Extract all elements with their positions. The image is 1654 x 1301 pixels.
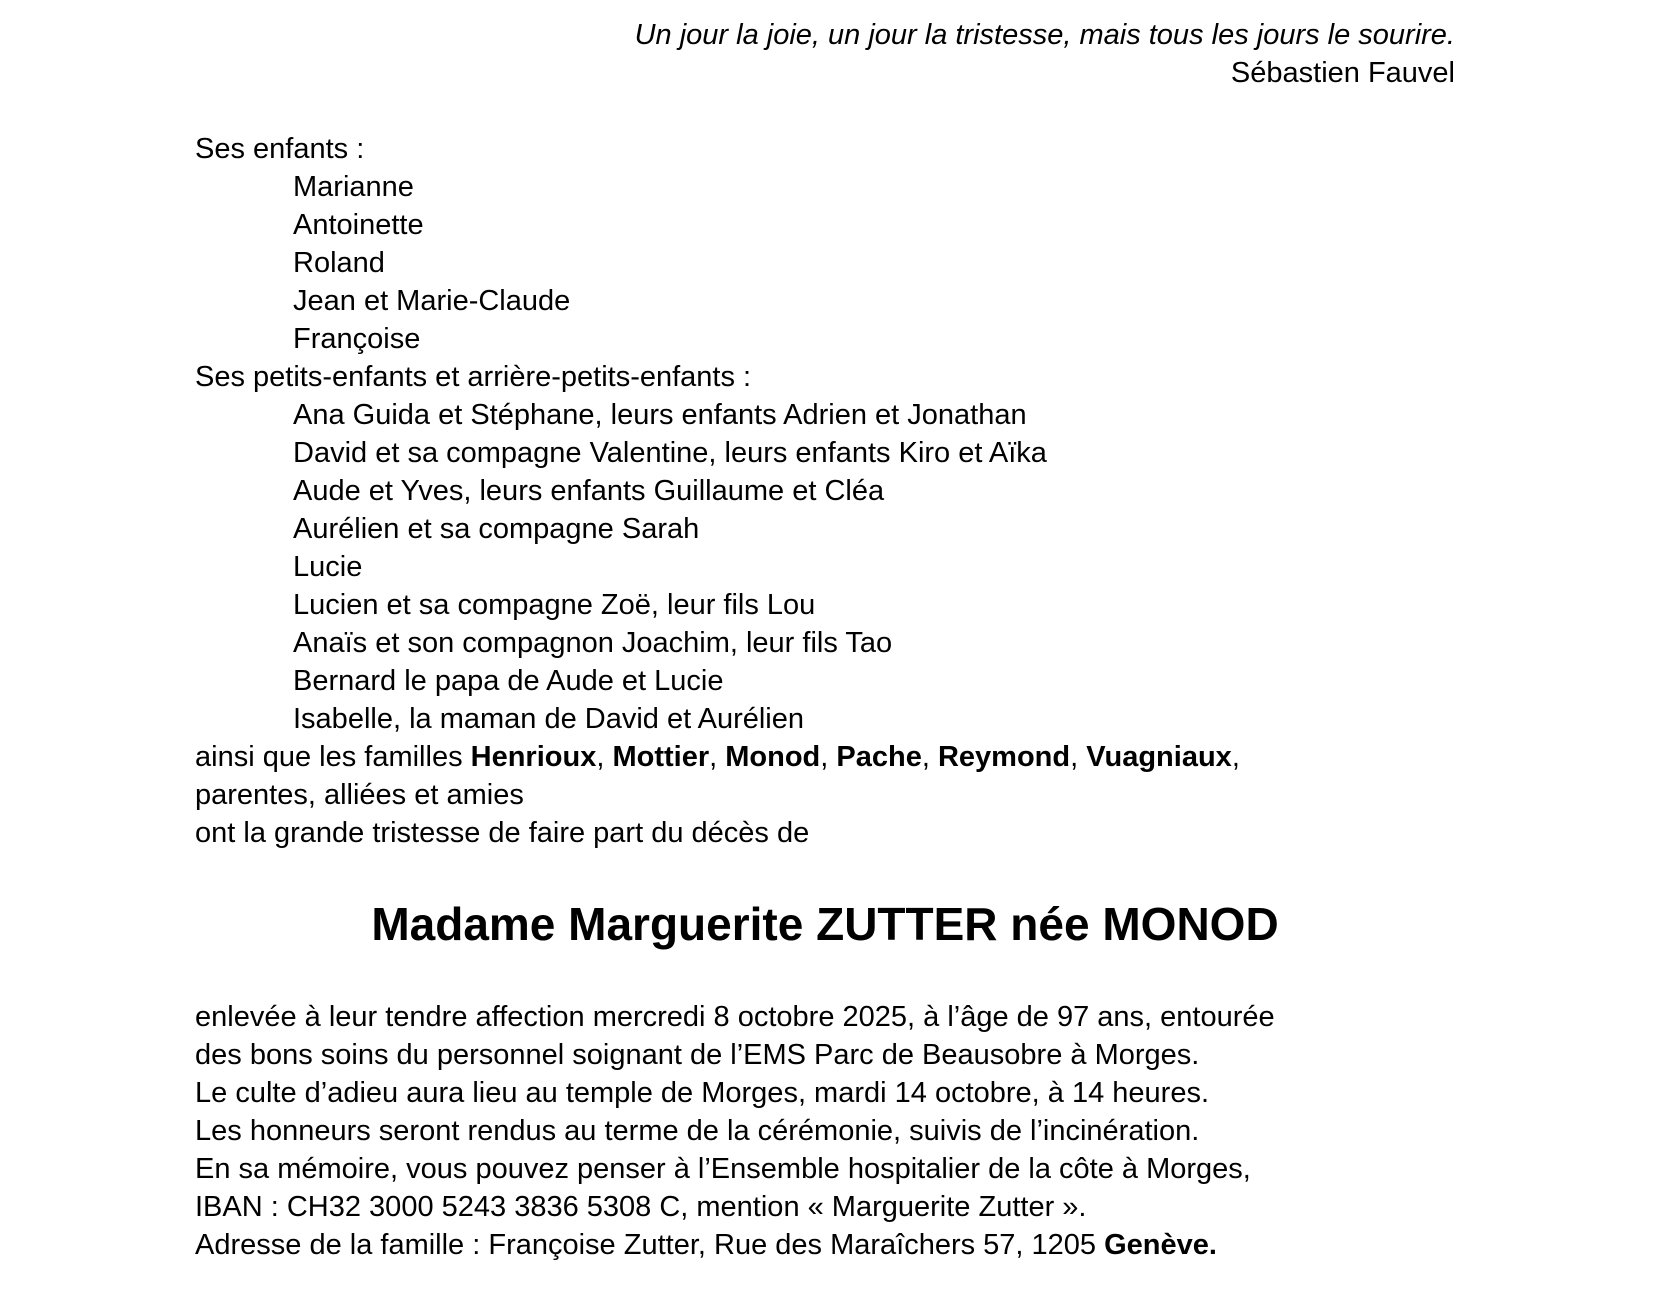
grandchild-line: Bernard le papa de Aude et Lucie [293,665,724,697]
family-surname: Henrioux [470,741,597,773]
family-surname: Vuagniaux [1086,741,1232,773]
child-name: Marianne [293,171,414,203]
grandchild-line: Aude et Yves, leurs enfants Guillaume et Cléa [293,475,885,507]
children-list [195,168,1455,358]
epigraph-block [195,16,1455,92]
deceased-name-title: Madame Marguerite ZUTTER née MONOD [371,898,1279,950]
grandchild-line: Lucie [293,551,363,583]
obituary-content [195,16,1455,1264]
grandchild-line: Lucien et sa compagne Zoë, leur fils Lou [293,589,816,621]
grandchild-line: Aurélien et sa compagne Sarah [293,513,700,545]
grandchildren-section-label: Ses petits-enfants et arrière-petits-enfants : [195,361,752,393]
family-surname: Pache [836,741,922,773]
detail-line: En sa mémoire, vous pouvez penser à l’Ensemble hospitalier de la côte à Morges, [195,1153,1251,1185]
grandchildren-section [195,358,1455,738]
child-name: Jean et Marie-Claude [293,285,571,317]
family-surname: Monod [725,741,821,773]
details-block [195,998,1455,1264]
child-name: Françoise [293,323,421,355]
children-section [195,130,1455,358]
spacer [195,92,1455,130]
grandchild-line: Isabelle, la maman de David et Aurélien [293,703,805,735]
child-name: Roland [293,247,385,279]
children-section-label: Ses enfants : [195,133,365,165]
announcement-line: ont la grande tristesse de faire part du décès de [195,817,810,849]
families-line: ainsi que les familles Henrioux, Mottier, Monod, Pache, Reymond, Vuagniaux, [195,741,1240,773]
detail-line: enlevée à leur tendre affection mercredi 8 octobre 2025, à l’âge de 97 ans, entourée [195,1001,1275,1033]
detail-lines [195,998,1455,1226]
child-name: Antoinette [293,209,424,241]
family-address-prefix: Adresse de la famille : Françoise Zutter, Rue des Maraîchers 57, 1205 [195,1229,1105,1261]
grandchildren-list [195,396,1455,738]
grandchild-line: Anaïs et son compagnon Joachim, leur fils Tao [293,627,893,659]
family-address-line [195,1226,1455,1264]
epigraph-quote: Un jour la joie, un jour la tristesse, mais tous les jours le sourire. [634,19,1455,51]
grandchild-line: David et sa compagne Valentine, leurs enfants Kiro et Aïka [293,437,1047,469]
families-continuation: parentes, alliées et amies [195,779,524,811]
epigraph-author: Sébastien Fauvel [1230,57,1455,89]
family-surname: Reymond [937,741,1071,773]
detail-line: Le culte d’adieu aura lieu au temple de Morges, mardi 14 octobre, à 14 heures. [195,1077,1210,1109]
family-surname: Mottier [612,741,710,773]
detail-line: des bons soins du personnel soignant de l’EMS Parc de Beausobre à Morges. [195,1039,1200,1071]
detail-line: IBAN : CH32 3000 5243 3836 5308 C, mention « Marguerite Zutter ». [195,1191,1087,1223]
family-address-city: Genève. [1104,1229,1217,1261]
detail-line: Les honneurs seront rendus au terme de la cérémonie, suivis de l’incinération. [195,1115,1200,1147]
grandchild-line: Ana Guida et Stéphane, leurs enfants Adrien et Jonathan [293,399,1027,431]
